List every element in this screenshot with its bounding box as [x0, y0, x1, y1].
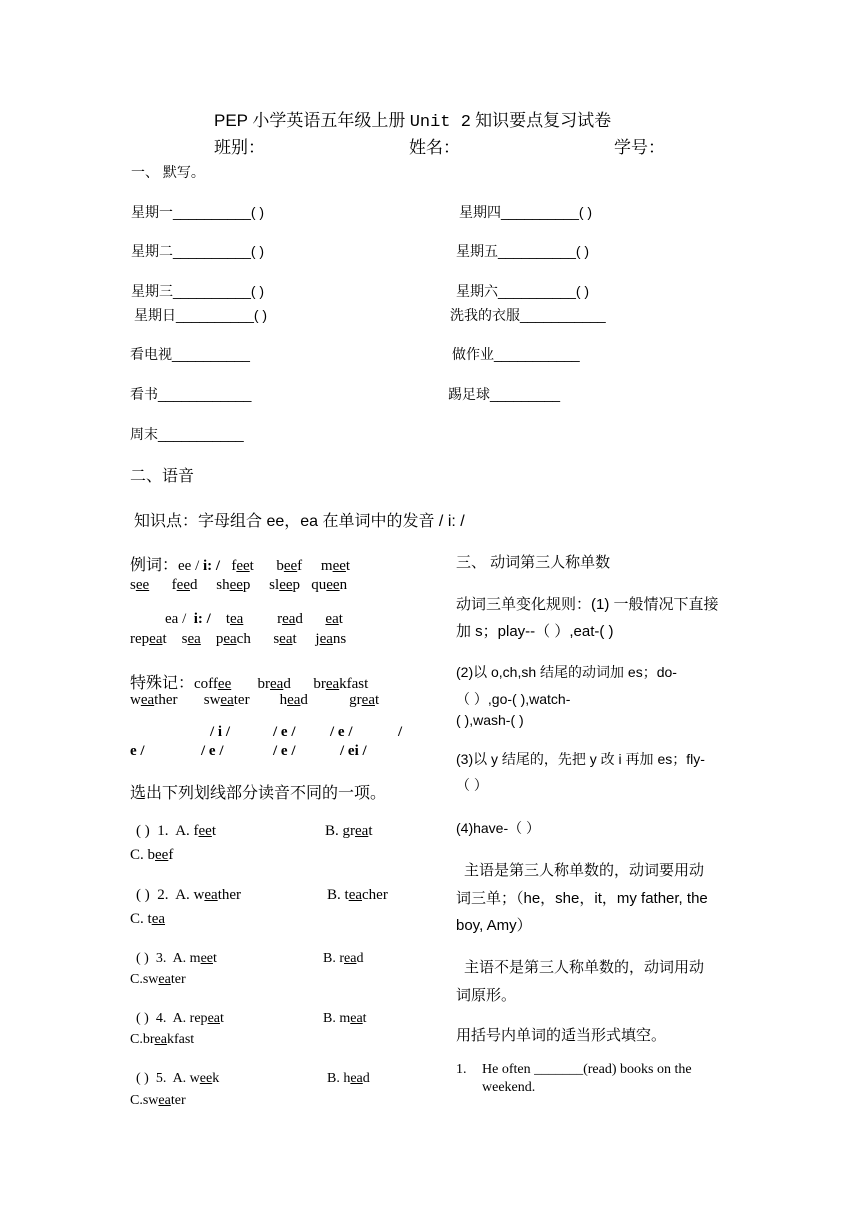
question-1-number: 1.: [456, 1062, 467, 1077]
rule1-line1: 动词三单变化规则：(1) 一般情况下直接: [456, 596, 719, 613]
day-monday: 星期一__________( ): [131, 204, 265, 220]
choice-item-3-option-c: C.sweater: [130, 972, 186, 987]
answer-blank[interactable]: ( ): [136, 951, 149, 966]
word-weather: weather: [130, 692, 178, 708]
option-a: A. week: [172, 1071, 220, 1086]
example-label: 例词：: [130, 557, 179, 574]
choice-item-2-option-b: B. teacher: [327, 887, 388, 903]
phrase-wash-clothes: 洗我的衣服___________: [450, 307, 606, 323]
word-beef: beef: [276, 558, 303, 574]
answer-blank[interactable]: ( ): [136, 887, 150, 903]
ee-example-line1: 例词：ee / i: / feet beef meet: [130, 557, 351, 574]
section2-heading: 二、语音: [130, 468, 195, 485]
rule3-line2: （ ）: [456, 777, 488, 793]
choice-item-2-line1: ( ) 2. A. weather: [136, 887, 242, 903]
knowledge-point: 知识点：字母组合 ee，ea 在单词中的发音 / i: /: [134, 513, 465, 530]
phrase-watch-tv: 看电视__________: [130, 346, 250, 362]
option-a: A. feet: [175, 823, 217, 839]
special-label: 特殊记：: [130, 675, 195, 692]
day-sunday: 星期日__________( ): [134, 307, 268, 323]
rule4: (4)have-（ ）: [456, 820, 541, 836]
phonetic-e-4: / e /: [201, 743, 224, 759]
choice-item-1-line1: ( ) 1. A. feet: [136, 823, 217, 839]
word-queen: queen: [311, 577, 348, 593]
option-a: A. repeat: [172, 1011, 224, 1026]
phrase-read-books: 看书____________: [130, 386, 252, 402]
choice-item-3-line1: ( ) 3. A. meet: [136, 951, 217, 966]
phonetic-e-5: / e /: [273, 743, 296, 759]
phrase-do-homework: 做作业___________: [452, 346, 580, 362]
day-thursday: 星期四__________( ): [459, 204, 593, 220]
word-sheep: sheep: [216, 577, 251, 593]
word-seat: seat: [273, 631, 297, 647]
day-friday: 星期五__________( ): [456, 243, 590, 259]
choice-item-1-option-b: B. great: [325, 823, 373, 839]
rule2-line3: ( ),wash-( ): [456, 712, 524, 728]
choice-item-5-line1: ( ) 5. A. week: [136, 1071, 220, 1086]
choice-item-5-option-c: C.sweater: [130, 1093, 186, 1108]
word-repeat: repeat: [130, 631, 167, 647]
word-feed: feed: [171, 577, 198, 593]
phonetic-e-1: / e /: [273, 724, 296, 740]
note1-line1: 主语是第三人称单数的，动词要用动: [464, 862, 705, 879]
day-tuesday: 星期二__________( ): [131, 243, 265, 259]
rule2-line1: (2)以 o,ch,sh 结尾的动词加 es；do-: [456, 664, 677, 680]
choice-item-4-line1: ( ) 4. A. repeat: [136, 1011, 224, 1026]
name-label: 姓名：: [409, 138, 460, 157]
choice-item-4-option-b: B. meat: [323, 1011, 367, 1026]
word-sea: sea: [181, 631, 201, 647]
section1-heading: 一、 默写。: [131, 164, 205, 180]
word-great: great: [349, 692, 380, 708]
word-head: head: [279, 692, 308, 708]
special-line2: [130, 692, 379, 709]
page-title: [214, 106, 611, 132]
phonetic-e-3: e /: [130, 743, 145, 759]
word-bread: bread: [257, 676, 291, 692]
word-tea: tea: [225, 611, 244, 627]
ea-example-line2: [130, 631, 346, 648]
phonetic-e-2: / e /: [330, 724, 353, 740]
question-1-line2: weekend.: [482, 1080, 536, 1095]
special-line1: [130, 670, 368, 693]
rule3-line1: (3)以 y 结尾的，先把 y 改 i 再加 es；fly-: [456, 751, 705, 767]
rule1-line2: 加 s；play--（ ）,eat-( ): [456, 623, 614, 640]
ee-example-line2: [130, 577, 347, 594]
choice-item-4-option-c: C.breakfast: [130, 1032, 195, 1047]
word-see: see: [130, 577, 150, 593]
choice-item-1-option-c: C. beef: [130, 847, 174, 863]
word-coffee: coffee: [194, 676, 232, 692]
rule2-line2: （ ）,go-( ),watch-: [456, 691, 571, 707]
word-sleep: sleep: [269, 577, 301, 593]
phonetic-ei: / ei /: [340, 743, 367, 759]
word-eat: eat: [325, 611, 343, 627]
phonetic-i: / i /: [210, 724, 231, 740]
phrase-play-football: 踢足球_________: [448, 386, 561, 402]
question-1-line1: He often _______(read) books on the: [482, 1062, 692, 1077]
word-jeans: jeans: [315, 631, 347, 647]
title-unit: Unit 2: [409, 113, 471, 132]
class-label: 班别：: [214, 138, 265, 157]
choice-item-5-option-b: B. head: [327, 1071, 370, 1086]
answer-blank[interactable]: ( ): [136, 1071, 149, 1086]
word-breakfast: breakfast: [313, 676, 369, 692]
answer-blank[interactable]: ( ): [136, 823, 150, 839]
title-prefix: PEP 小学英语五年级上册: [214, 111, 406, 130]
note2-line1: 主语不是第三人称单数的，动词用动: [464, 959, 705, 976]
option-a: A. meet: [172, 951, 217, 966]
word-meet: meet: [320, 558, 351, 574]
note1-line2: 词三单；（he，she，it，my father, the: [456, 890, 708, 907]
phonetic-slash: /: [398, 724, 403, 740]
fill-instruction: 用括号内单词的适当形式填空。: [456, 1027, 667, 1044]
choice-item-3-option-b: B. read: [323, 951, 364, 966]
note1-line3: boy, Amy）: [456, 917, 532, 934]
word-read: read: [277, 611, 303, 627]
word-feet: feet: [231, 558, 254, 574]
ea-example-line1: ea / i: / tea read eat: [165, 611, 343, 627]
word-sweater: sweater: [203, 692, 250, 708]
id-label: 学号：: [614, 138, 665, 157]
day-saturday: 星期六__________( ): [456, 283, 590, 299]
choose-instruction: 选出下列划线部分读音不同的一项。: [130, 785, 387, 802]
word-peach: peach: [215, 631, 251, 647]
phrase-weekend: 周末___________: [130, 426, 244, 442]
note2-line2: 词原形。: [456, 987, 517, 1004]
section3-heading: 三、 动词第三人称单数: [456, 554, 611, 571]
title-suffix: 知识要点复习试卷: [475, 111, 612, 130]
day-wednesday: 星期三__________( ): [131, 283, 265, 299]
option-a: A. weather: [175, 887, 242, 903]
answer-blank[interactable]: ( ): [136, 1011, 149, 1026]
choice-item-2-option-c: C. tea: [130, 911, 166, 927]
